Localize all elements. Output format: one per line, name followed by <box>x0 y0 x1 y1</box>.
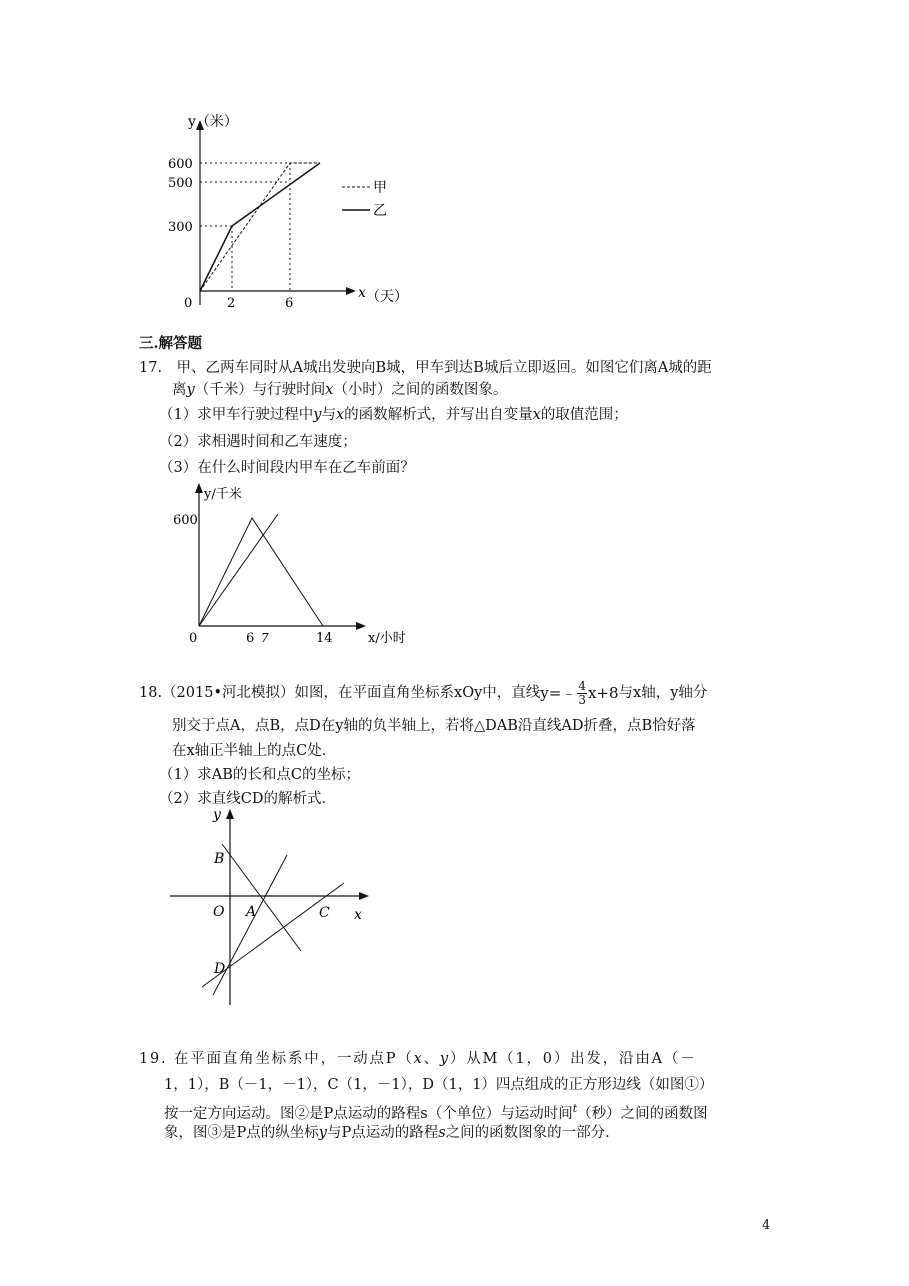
q18-line1b: 与x轴，y轴分 <box>618 685 708 701</box>
fig16-x-arrow <box>346 287 356 295</box>
q19-line2: 1，1），B（－1，－1），C（1，－1），D（1，1）四点组成的正方形边线（如图①） <box>164 1077 714 1093</box>
q17-p1a: （1）求甲车行驶过程中 <box>159 407 314 423</box>
q19-line3a: 按一定方向运动。图②是P点运动的路程s（个单位）与运动时间 <box>164 1105 573 1122</box>
q18-eq-lhs: y=﹣ <box>540 684 577 702</box>
fig16-chart <box>160 110 460 320</box>
q18-figure <box>160 805 380 1010</box>
q19-line1 <box>139 1049 697 1069</box>
q18-label-C: C <box>319 905 330 921</box>
q18-label-B: B <box>214 851 225 867</box>
q18-y-arrow <box>226 809 234 819</box>
fig16-xtick-6: 6 <box>285 296 294 311</box>
q19-sep: 、 <box>423 1051 440 1067</box>
q18-x-arrow <box>359 892 369 900</box>
page-number: 4 <box>762 1218 771 1233</box>
q18-part1: （1）求AB的长和点C的坐标； <box>159 767 360 783</box>
q17-p1b: 与 <box>321 407 336 423</box>
q18-eq-fraction <box>577 680 587 707</box>
q18-line-ab <box>222 844 301 951</box>
q18-label-O: O <box>213 904 225 920</box>
fig16-guides <box>200 163 320 291</box>
q17-line2a: 离 <box>172 382 187 398</box>
fig16-legend-jia: 甲 <box>373 180 387 196</box>
q18-label-D: D <box>214 961 226 977</box>
q18-line1a: 18.（2015•河北模拟）如图，在平面直角坐标系xOy中，直线 <box>139 685 541 701</box>
fig16-xtick-2: 2 <box>227 296 236 311</box>
q18-equation <box>540 680 618 707</box>
q18-eq-num: 4 <box>578 678 586 693</box>
q17-line1: 17. 甲、乙两车同时从A城出发驶向B城，甲车到达B城后立即返回。如图它们离A城的距 <box>139 360 712 376</box>
q17-ytick-600: 600 <box>173 513 198 528</box>
q19-line4b: 与P点运动的路程 <box>326 1125 439 1141</box>
q18-label-y: y <box>213 807 221 823</box>
q19-var-t: t <box>572 1102 578 1115</box>
q17-y-arrow <box>195 483 203 493</box>
fig16-ytick-600: 600 <box>168 157 193 172</box>
q17-p1-x2: x <box>532 407 541 423</box>
fig16-x-axis-var: x <box>358 285 366 301</box>
q17-line2 <box>172 380 507 400</box>
fig16-xtick-0: 0 <box>184 296 193 311</box>
q19-line4a: 象，图③是P点的纵坐标 <box>164 1125 319 1141</box>
q17-part2: （2）求相遇时间和乙车速度； <box>159 434 357 450</box>
q17-series-yi <box>199 514 278 626</box>
q17-xtick-0: 0 <box>189 631 198 646</box>
q17-series-jia <box>199 518 323 626</box>
fig16-ytick-500: 500 <box>168 176 193 191</box>
q18-eq-rhs: x+8 <box>587 684 619 702</box>
q19-var-y: y <box>439 1051 450 1067</box>
q19-var-x: x <box>413 1051 424 1067</box>
q19-line4-y: y <box>318 1125 327 1141</box>
fig16-legend-yi: 乙 <box>373 203 387 219</box>
q17-part3: （3）在什么时间段内甲车在乙车前面？ <box>159 460 415 476</box>
q18-line2: 别交于点A，点B，点D在y轴的负半轴上，若将△DAB沿直线AD折叠，点B恰好落 <box>172 718 696 734</box>
q17-x-axis-label: x/小时 <box>368 631 406 646</box>
q17-p1c: 的函数解析式，并写出自变量 <box>344 407 533 423</box>
q19-line4c: 之间的函数图象的一部分. <box>445 1125 610 1141</box>
q17-p1-y: y <box>313 407 322 423</box>
section-heading: 三.解答题 <box>139 335 203 352</box>
q19-line3 <box>164 1099 708 1124</box>
q18-line1 <box>139 678 707 708</box>
q17-xtick-14: 14 <box>316 631 333 646</box>
q17-var-x: x <box>325 382 334 398</box>
q18-label-x: x <box>354 907 362 923</box>
q19-var-s: s <box>438 1125 446 1141</box>
q18-part2: （2）求直线CD的解析式． <box>159 791 336 807</box>
q17-p1-x: x <box>335 407 345 423</box>
q17-line2c: （小时）之间的函数图象。 <box>333 382 508 398</box>
q18-label-A: A <box>246 904 257 920</box>
fig16-x-axis-unit: （天） <box>366 289 408 305</box>
q17-p1d: 的取值范围； <box>540 407 628 423</box>
q17-var-y: y <box>186 382 195 398</box>
q19-line3b: （秒）之间的函数图 <box>577 1105 708 1122</box>
q19-line4 <box>164 1123 610 1143</box>
q19-line1b: ）从M（1，0）出发，沿由A（－ <box>449 1051 697 1067</box>
q17-xtick-6: 6 <box>246 631 255 646</box>
q17-chart <box>170 478 440 648</box>
q19-line1a: 19. 在平面直角坐标系中，一动点P（ <box>139 1051 414 1067</box>
q18-line3: 在x轴正半轴上的点C处． <box>172 743 337 759</box>
fig16-ytick-300: 300 <box>168 220 193 235</box>
fig16-y-axis-label: y（米） <box>188 114 238 130</box>
q17-xtick-7: 7 <box>261 631 269 645</box>
q17-x-arrow <box>356 622 366 630</box>
q17-part1 <box>159 405 628 425</box>
q17-y-axis-label: y/千米 <box>204 487 242 502</box>
q17-line2b: （千米）与行驶时间 <box>194 382 326 398</box>
q18-eq-den: 3 <box>578 692 586 707</box>
